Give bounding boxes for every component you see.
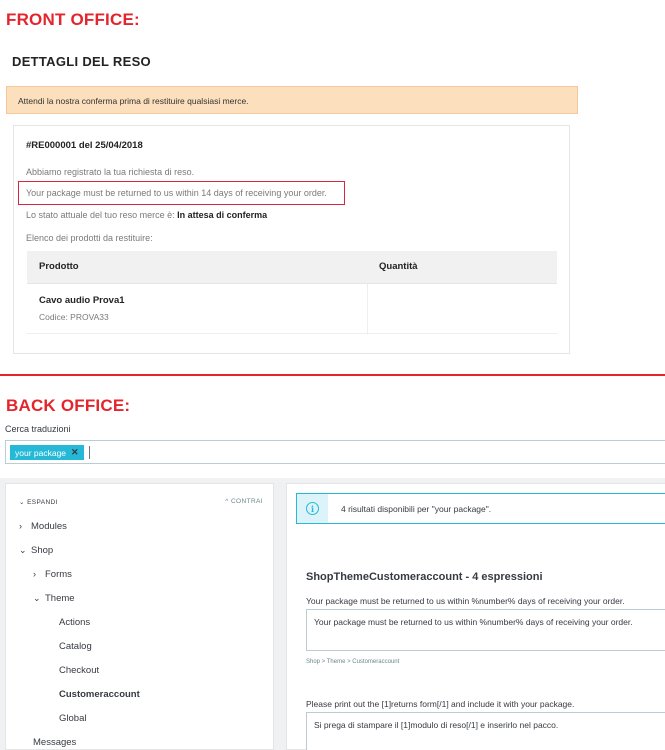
- results-panel: [286, 483, 665, 750]
- tree-item-actions[interactable]: Actions: [59, 617, 91, 628]
- chevron-right-icon: ›: [19, 521, 22, 531]
- results-count-text: 4 risultati disponibili per "your package".: [341, 504, 492, 514]
- tree-item-global[interactable]: Global: [59, 713, 87, 724]
- collapse-label: CONTRAI: [230, 498, 263, 505]
- translation-textarea[interactable]: Your package must be returned to us within %number% days of receiving your order.: [306, 609, 665, 651]
- tree-item-checkout[interactable]: Checkout: [59, 665, 100, 676]
- tree-item-label: Theme: [45, 593, 75, 604]
- status-prefix: Lo stato attuale del tuo reso merce è:: [26, 210, 175, 220]
- expand-label: ESPANDI: [27, 499, 58, 506]
- product-cell: [27, 283, 367, 333]
- text-caret: [89, 446, 90, 459]
- product-name: Cavo audio Prova1: [39, 294, 125, 306]
- column-header-quantity: Quantità: [367, 251, 557, 283]
- page-title: DETTAGLI DEL RESO: [12, 54, 151, 69]
- chevron-right-icon: ›: [33, 569, 36, 579]
- info-icon: i: [306, 502, 319, 515]
- tree-item-label: Modules: [31, 521, 67, 532]
- search-tag[interactable]: [10, 445, 84, 460]
- tree-item-shop[interactable]: [19, 545, 53, 556]
- collapse-all-button[interactable]: [225, 498, 263, 505]
- tree-item-modules[interactable]: [19, 521, 67, 532]
- domain-title: ShopThemeCustomeraccount - 4 espressioni: [306, 571, 543, 583]
- quantity-cell: [367, 283, 557, 333]
- results-info-alert: [296, 493, 665, 524]
- chevron-down-icon: ⌄: [19, 545, 27, 555]
- column-header-product: Prodotto: [27, 251, 367, 283]
- package-notice: Your package must be returned to us within 14 days of receiving your order.: [26, 188, 327, 198]
- back-office-label: BACK OFFICE:: [6, 396, 131, 415]
- warning-alert: [6, 86, 578, 114]
- return-details-card: [13, 125, 570, 354]
- tree-item-theme[interactable]: [33, 593, 75, 604]
- return-reference: #RE000001 del 25/04/2018: [26, 140, 143, 151]
- chevron-down-icon: ⌄: [33, 593, 41, 603]
- registered-message: Abbiamo registrato la tua richiesta di reso.: [26, 167, 195, 177]
- table-row: [27, 283, 557, 333]
- tree-item-label: Forms: [45, 569, 72, 580]
- search-translations-input[interactable]: [5, 440, 665, 464]
- products-table: [27, 251, 557, 334]
- domain-breadcrumb: Shop > Theme > Customeraccount: [306, 659, 400, 665]
- status-value: In attesa di conferma: [177, 210, 268, 220]
- tree-item-customeraccount[interactable]: Customeraccount: [59, 689, 140, 700]
- search-label: Cerca traduzioni: [5, 424, 71, 434]
- tree-item-messages[interactable]: Messages: [33, 737, 77, 748]
- remove-tag-icon[interactable]: ✕: [71, 447, 79, 457]
- chevron-up-icon: ^: [225, 498, 231, 505]
- expand-all-button[interactable]: [19, 498, 58, 506]
- tree-item-forms[interactable]: [33, 569, 72, 580]
- return-status: [26, 210, 267, 220]
- product-code: Codice: PROVA33: [39, 311, 109, 322]
- warning-alert-text: Attendi la nostra conferma prima di restituire qualsiasi merce.: [18, 96, 249, 106]
- chevron-down-icon: ⌄: [19, 499, 28, 506]
- translation-tree: [5, 483, 274, 750]
- tree-item-label: Shop: [31, 545, 54, 556]
- source-expression: Please print out the [1]returns form[/1] and include it with your package.: [306, 699, 575, 709]
- info-icon-area: [297, 494, 328, 523]
- section-divider: [0, 374, 665, 376]
- search-tag-label: your package: [15, 447, 67, 458]
- source-expression: Your package must be returned to us within %number% days of receiving your order.: [306, 596, 625, 606]
- front-office-label: FRONT OFFICE:: [6, 10, 140, 29]
- tree-item-catalog[interactable]: Catalog: [59, 641, 92, 652]
- products-list-title: Elenco dei prodotti da restituire:: [26, 233, 153, 243]
- translation-textarea[interactable]: Si prega di stampare il [1]modulo di reso[/1] e inserirlo nel pacco.: [306, 712, 665, 750]
